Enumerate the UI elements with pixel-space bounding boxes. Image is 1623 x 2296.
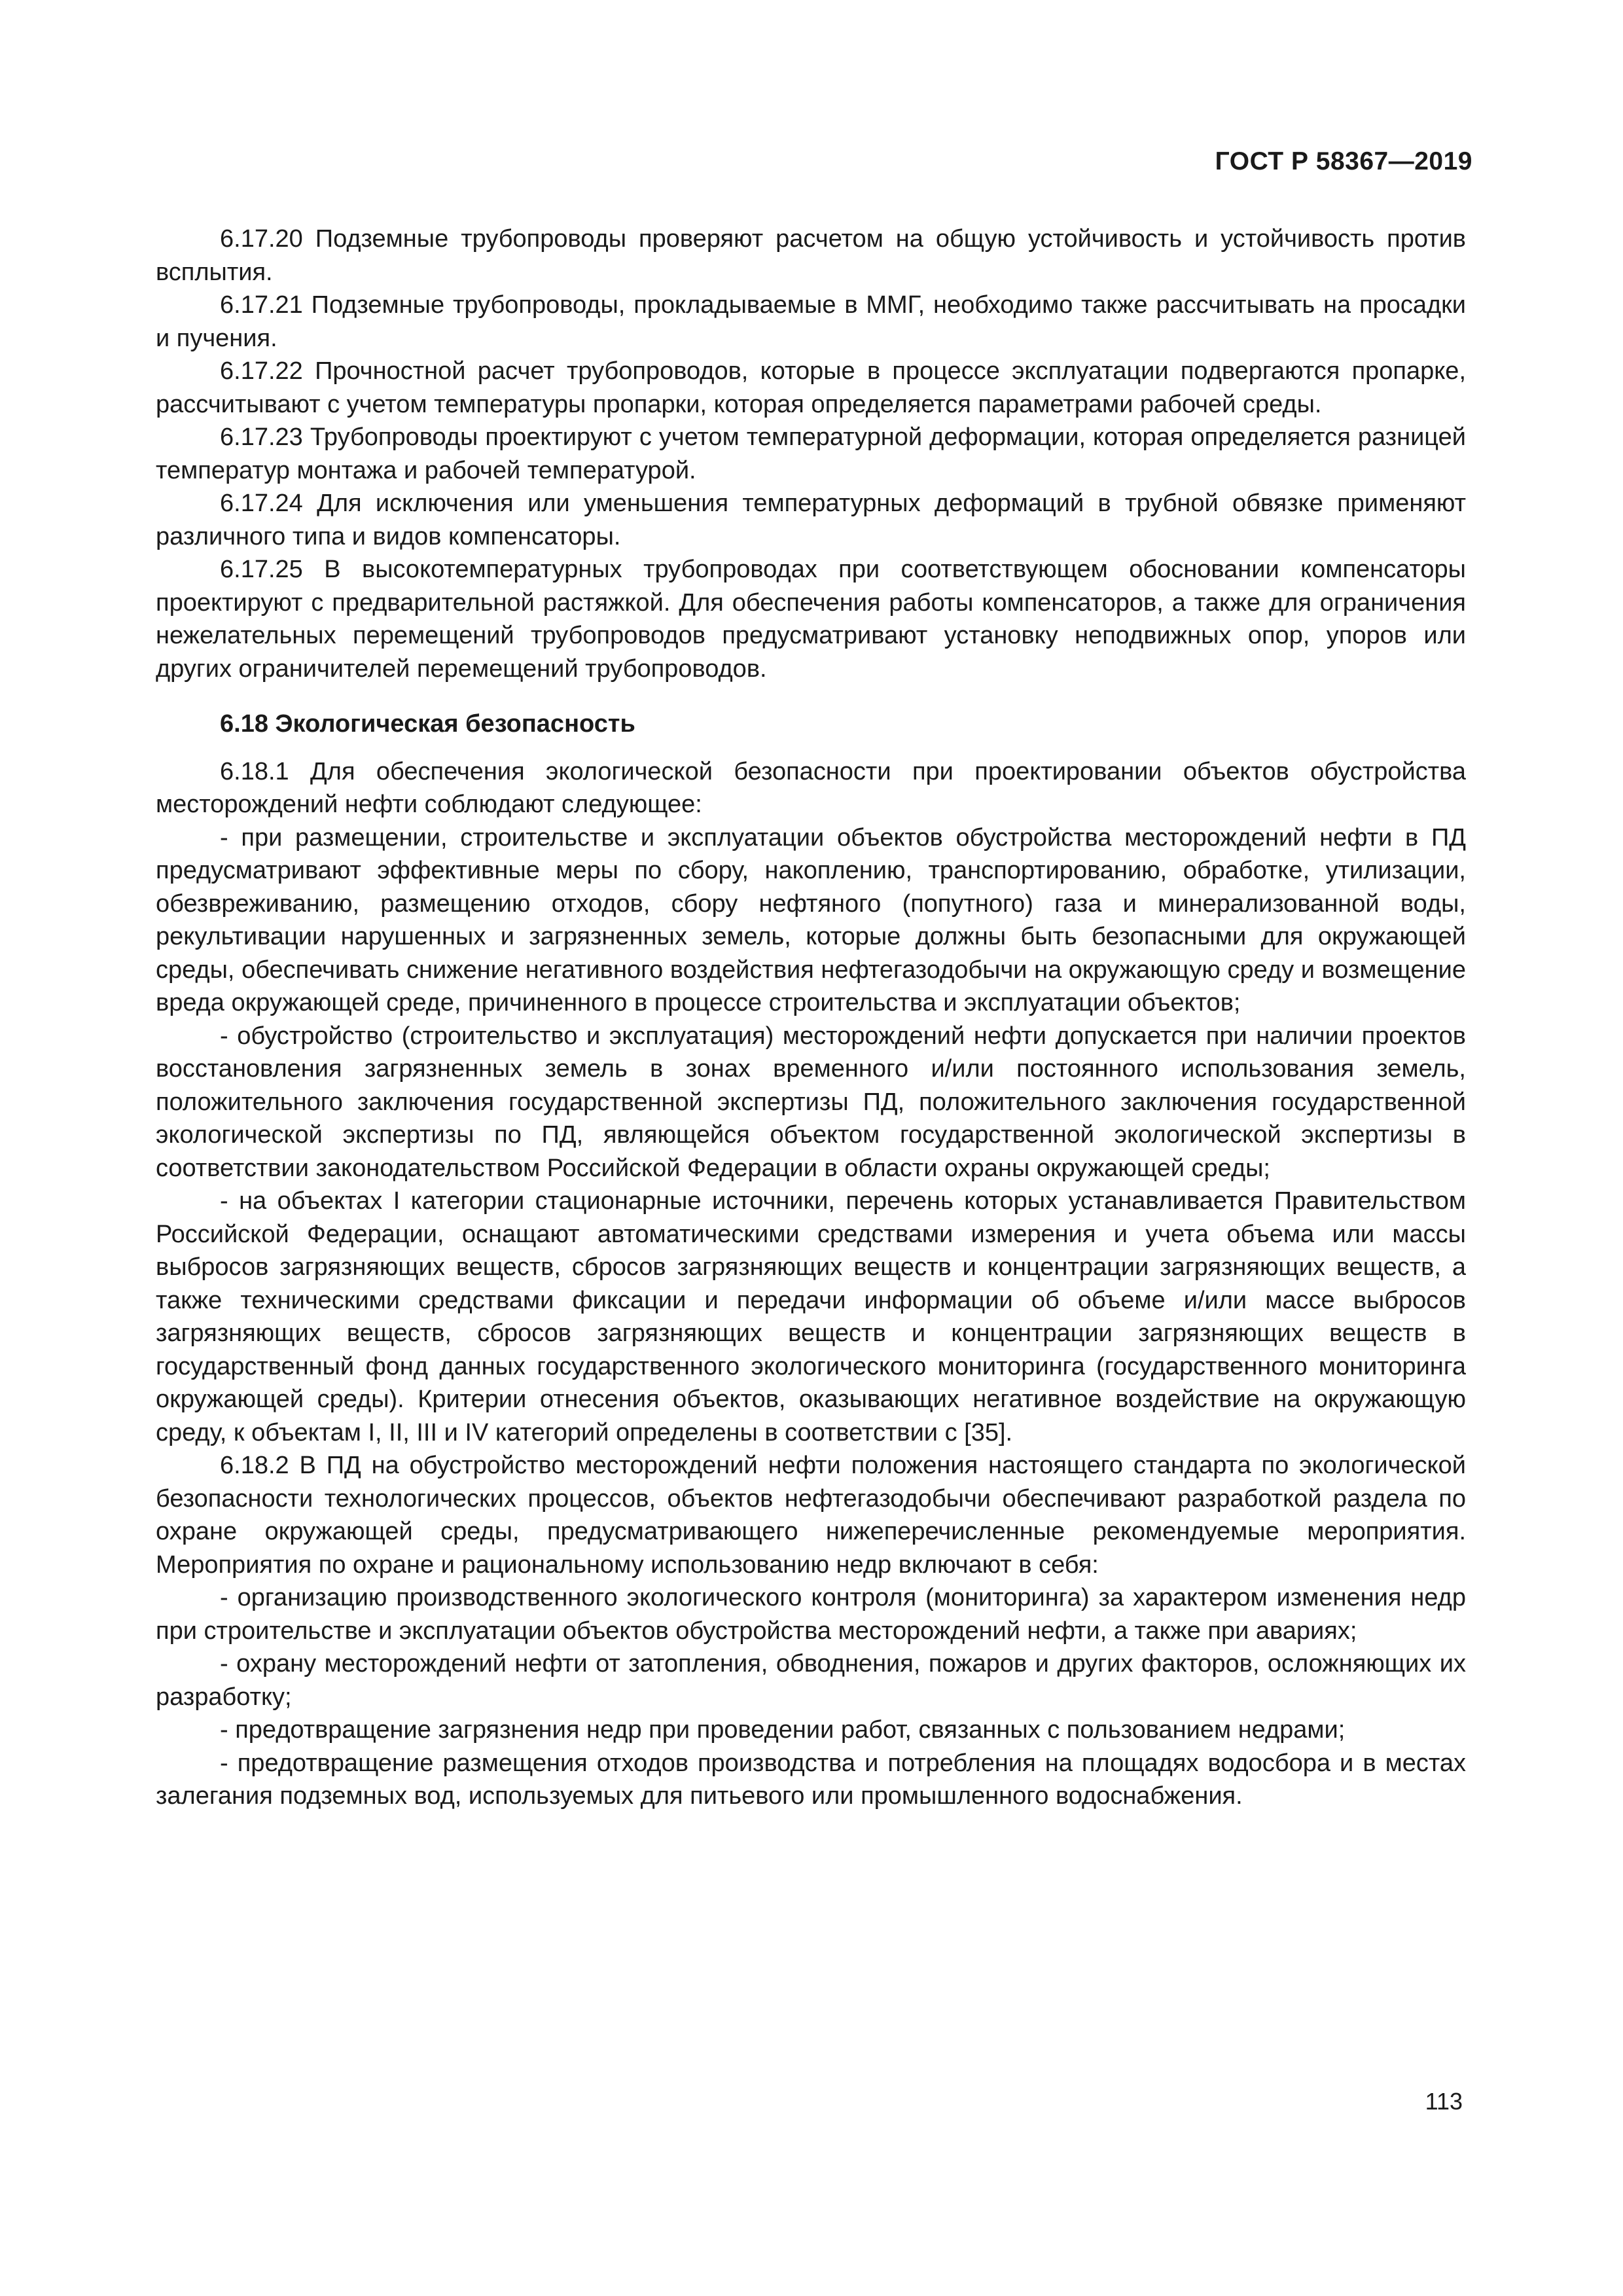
paragraph-6-17-20: 6.17.20 Подземные трубопроводы проверяют расчетом на общую устойчивость и устойчивость против всплытия. [156, 225, 1466, 286]
document-header [1215, 147, 1472, 176]
paragraph-6-17-25: 6.17.25 В высокотемпературных трубопроводах при соответствующем обосновании компенсаторы проектируют с предварительной растяжкой. Для обеспечения работы компенсаторов, а также для ограничения нежелательных перемещений трубопроводов предусматривают установку неподвижных опор, упоров или других ограничителей перемещений трубопроводов. [156, 556, 1466, 683]
list-item-waste-measures: - при размещении, строительстве и эксплуатации объектов обустройства месторождений нефти в ПД предусматривают эффективные меры по сбору, накоплению, транспортированию, обработке, утилизации, обезвреживанию, размещению отходов, сбору нефтяного (попутного) газа и минерализованной воды, рекультивации нарушенных и загрязненных земель, которые должны быть безопасными для окружающей среды, обеспечивать снижение негативного воздействия нефтегазодобычи на окружающую среду и возмещение вреда окружающей среде, причиненного в процессе строительства и эксплуатации объектов; [156, 823, 1466, 1016]
section-heading-6-18: 6.18 Экологическая безопасность [220, 710, 635, 738]
paragraph-6-17-21: 6.17.21 Подземные трубопроводы, прокладываемые в ММГ, необходимо также рассчитывать на просадки и пучения. [156, 291, 1466, 352]
standard-number: ГОСТ Р 58367—2019 [1215, 147, 1472, 175]
paragraph-6-17-22: 6.17.22 Прочностной расчет трубопроводов, которые в процессе эксплуатации подвергаются пропарке, рассчитывают с учетом температуры пропарки, которая определяется параметрами рабочей среды. [156, 357, 1466, 418]
paragraph-6-18-2: 6.18.2 В ПД на обустройство месторождений нефти положения настоящего стандарта по экологической безопасности технологических процессов, объектов нефтегазодобычи обеспечивают разработкой раздела по охране окружающей среды, предусматривающего нижеперечисленные рекомендуемые мероприятия. Мероприятия по охране и рациональному использованию недр включают в себя: [156, 1452, 1466, 1579]
page-footer [1425, 2088, 1463, 2115]
list-item-flood-protection: - охрану месторождений нефти от затопления, обводнения, пожаров и других факторов, осложняющих их разработку; [156, 1650, 1466, 1711]
list-item-monitoring: - организацию производственного экологического контроля (мониторинга) за характером изменения недр при строительстве и эксплуатации объектов обустройства месторождений нефти, а также при авариях; [156, 1584, 1466, 1645]
document-body [156, 223, 1466, 1813]
list-item-waste-placement: - предотвращение размещения отходов производства и потребления на площадях водосбора и в местах залегания подземных вод, используемых для питьевого или промышленного водоснабжения. [156, 1749, 1466, 1810]
list-item-subsoil-pollution: - предотвращение загрязнения недр при проведении работ, связанных с пользованием недрами; [220, 1716, 1346, 1744]
page-number: 113 [1425, 2088, 1463, 2115]
paragraph-6-18-1: 6.18.1 Для обеспечения экологической безопасности при проектировании объектов обустройства месторождений нефти соблюдают следующее: [156, 757, 1466, 818]
list-item-category-i-sources: - на объектах I категории стационарные источники, перечень которых устанавливается Правительством Российской Федерации, оснащают автоматическими средствами измерения и учета объема или массы выбросов загрязняющих веществ, сбросов загрязняющих веществ и концентрации загрязняющих веществ, а также техническими средствами фиксации и передачи информации об объеме и/или массе выбросов загрязняющих веществ, сбросов загрязняющих веществ и концентрации загрязняющих веществ в государственный фонд данных государственного экологического мониторинга (государственного мониторинга окружающей среды). Критерии отнесения объектов, оказывающих негативное воздействие на окружающую среду, к объектам I, II, III и IV категорий определены в соответствии с [35]. [156, 1187, 1466, 1446]
paragraph-6-17-23: 6.17.23 Трубопроводы проектируют с учетом температурной деформации, которая определяется разницей температур монтажа и рабочей температурой. [156, 423, 1466, 484]
paragraph-6-17-24: 6.17.24 Для исключения или уменьшения температурных деформаций в трубной обвязке применяют различного типа и видов компенсаторы. [156, 490, 1466, 550]
list-item-construction-permits: - обустройство (строительство и эксплуатация) месторождений нефти допускается при наличии проектов восстановления загрязненных земель в зонах временного и/или постоянного использования земель, положительного заключения государственной экспертизы ПД, положительного заключения государственной экологической экспертизы по ПД, являющейся объектом государственной экологической экспертизы в соответствии законодательством Российской Федерации в области охраны окружающей среды; [156, 1022, 1466, 1182]
